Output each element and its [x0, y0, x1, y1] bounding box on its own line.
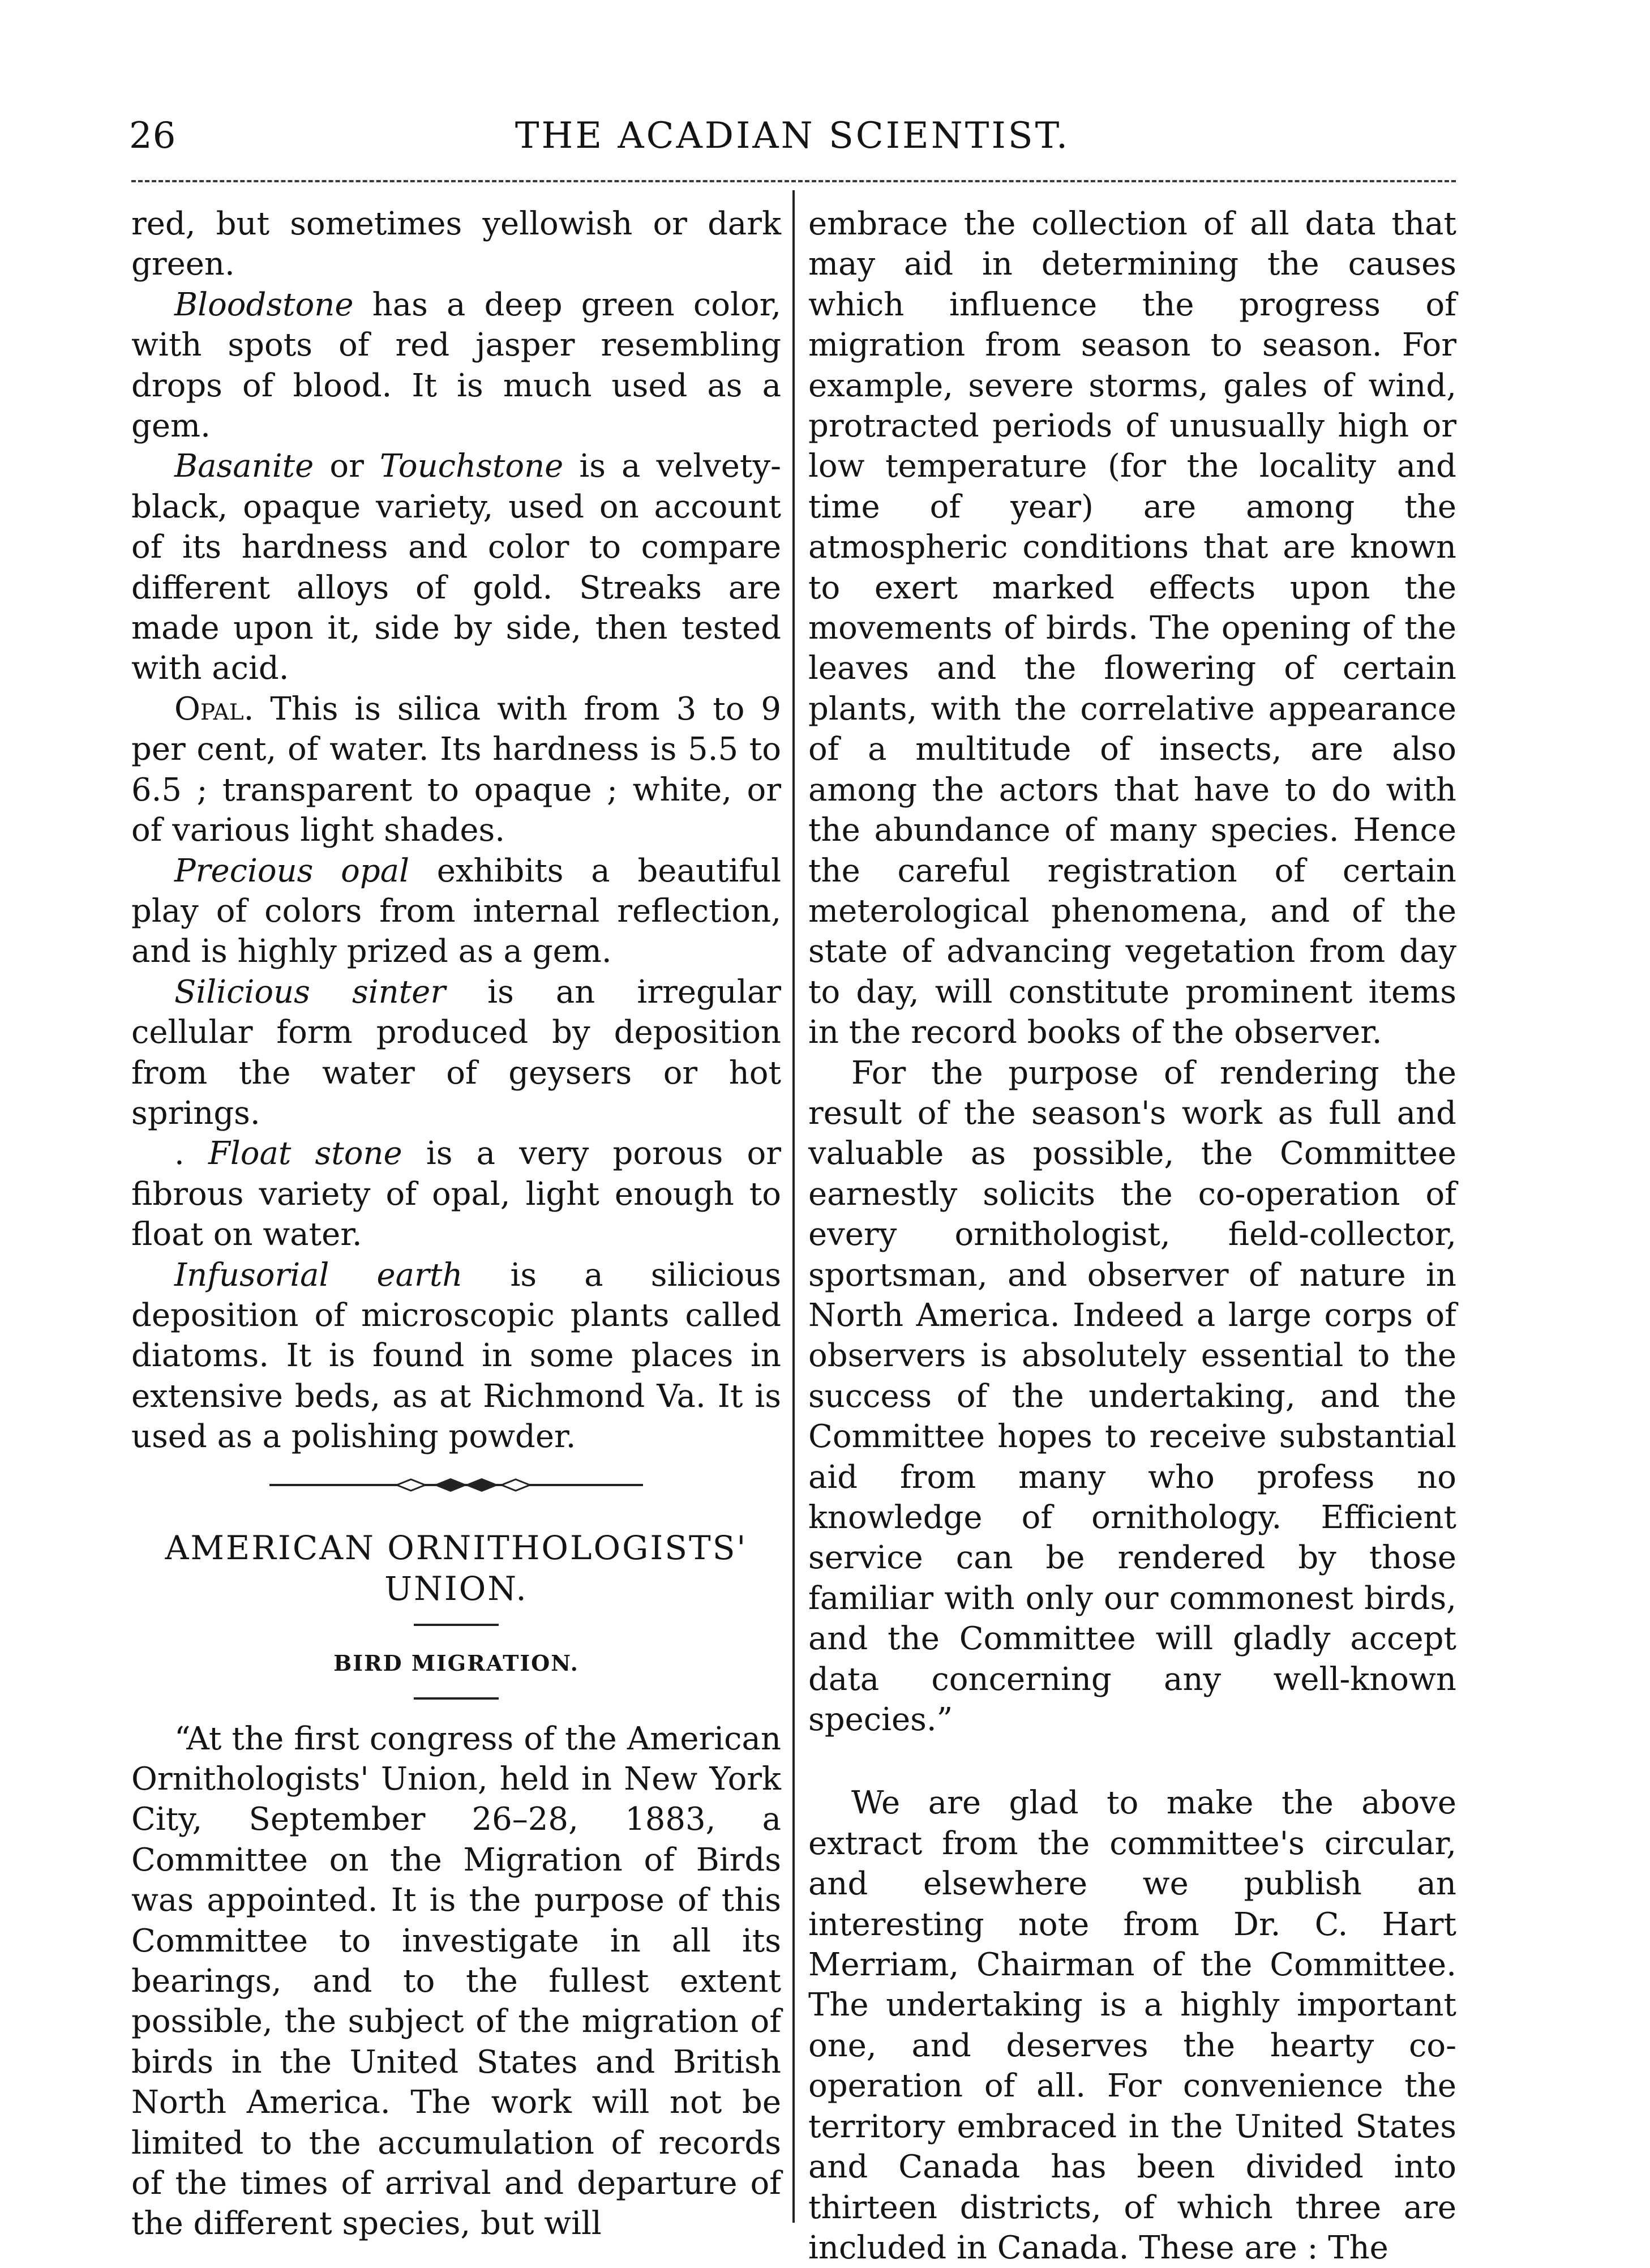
paragraph-basanite: Basanite or Touchstone is a velvety-black, opaque variety, used on account of its hardness and color to compare different alloys of gold. Streaks are made upon it, side by side, then tested with acid. — [131, 448, 781, 687]
header-rule — [131, 180, 1456, 182]
left-column — [131, 204, 781, 2244]
term: Silicious sinter — [174, 973, 446, 1011]
running-head: THE ACADIAN SCIENTIST. — [515, 115, 1070, 157]
short-rule — [414, 1624, 499, 1626]
section-title: AMERICAN ORNITHOLOGISTS' UNION. — [165, 1528, 748, 1608]
paragraph-bloodstone: Bloodstone has a deep green color, with spots of red jasper resembling drops of blood. It is much used as a gem. — [131, 286, 781, 445]
ornament-divider — [269, 1477, 643, 1494]
term: Infusorial earth — [174, 1256, 463, 1294]
paragraph-float-stone: . Float stone is a very porous or fibrous variety of opal, light enough to float on water. — [131, 1135, 782, 1253]
paragraph-precious-opal: Precious opal exhibits a beautiful play of colors from internal reflection, and is highly prized as a gem. — [131, 852, 782, 970]
spacer — [808, 1740, 1456, 1783]
paragraph-quotation: “At the first congress of the American Ornithologists' Union, held in New York City, September 26–28, 1883, a Committee on the Migration of Birds was appointed. It is the purpose of this Committee to investigate in all its bearings, and to the fullest extent possible, the subject of the migration of birds in the United States and British North America. The work will not be limited to the accumulation of records of the times of arrival and departure of the different species, but will — [131, 1720, 781, 2243]
paragraph: We are glad to make the above extract from the committee's circular, and elsewhere we publish an interesting note from Dr. C. Hart Merriam, Chairman of the Committee. The undertaking is a highly important one, and deserves the hearty co-operation of all. For convenience the territory embraced in the United States and Canada has been divided into thirteen districts, of which three are included in Canada. These are : The — [808, 1785, 1456, 2266]
paragraph: embrace the collection of all data that may aid in determining the causes which influence the progress of migration from season to season. For example, severe storms, gales of wind, protracted periods of unusually high or low temperature (for the locality and time of year) are among the atmospheric conditions that are known to exert marked effects upon the movements of birds. The opening of the leaves and the flowering of certain plants, with the correlative appearance of a multitude of insects, are also among the actors that have to do with the abundance of many species. Hence the careful registration of certain meterological phenomena, and of the state of advancing vegetation from day to day, will constitute prominent items in the record books of the observer. — [808, 206, 1456, 1051]
term: Float stone — [208, 1135, 402, 1172]
paragraph-infusorial-earth: Infusorial earth is a silicious deposition of microscopic plants called diatoms. It is found in some places in extensive beds, as at Richmond Va. It is used as a polishing powder. — [131, 1256, 782, 1456]
paragraph-opal: Opal. This is silica with from 3 to 9 per cent, of water. Its hardness is 5.5 to 6.5 ; transparent to opaque ; white, or of various light shades. — [131, 690, 781, 849]
right-column — [808, 204, 1456, 2268]
term: Touchstone — [379, 448, 564, 485]
short-rule — [414, 1697, 499, 1700]
term: Basanite — [174, 448, 314, 485]
column-rule — [792, 190, 795, 2223]
paragraph: For the purpose of rendering the result of the season's work as full and valuable as possible, the Committee earnestly solicits the co-operation of every ornithologist, field-collector, sportsman, and observer of nature in North America. Indeed a large corps of observers is absolutely essential to the success of the undertaking, and the Committee hopes to receive substantial aid from many who profess no knowledge of ornithology. Efficient service can be rendered by those familiar with only our commonest birds, and the Committee will gladly accept data concerning any well-known species.” — [808, 1054, 1456, 1739]
term: Bloodstone — [174, 286, 354, 323]
paragraph-silicious-sinter: Silicious sinter is an irregular cellular form produced by deposition from the water of geysers or hot springs. — [131, 973, 781, 1132]
page-number: 26 — [129, 115, 177, 157]
subheading: BIRD MIGRATION. — [333, 1650, 579, 1676]
term: Precious opal — [174, 852, 410, 889]
paragraph: red, but sometimes yellowish or dark green. — [131, 206, 781, 283]
term: Opal. — [174, 690, 254, 728]
